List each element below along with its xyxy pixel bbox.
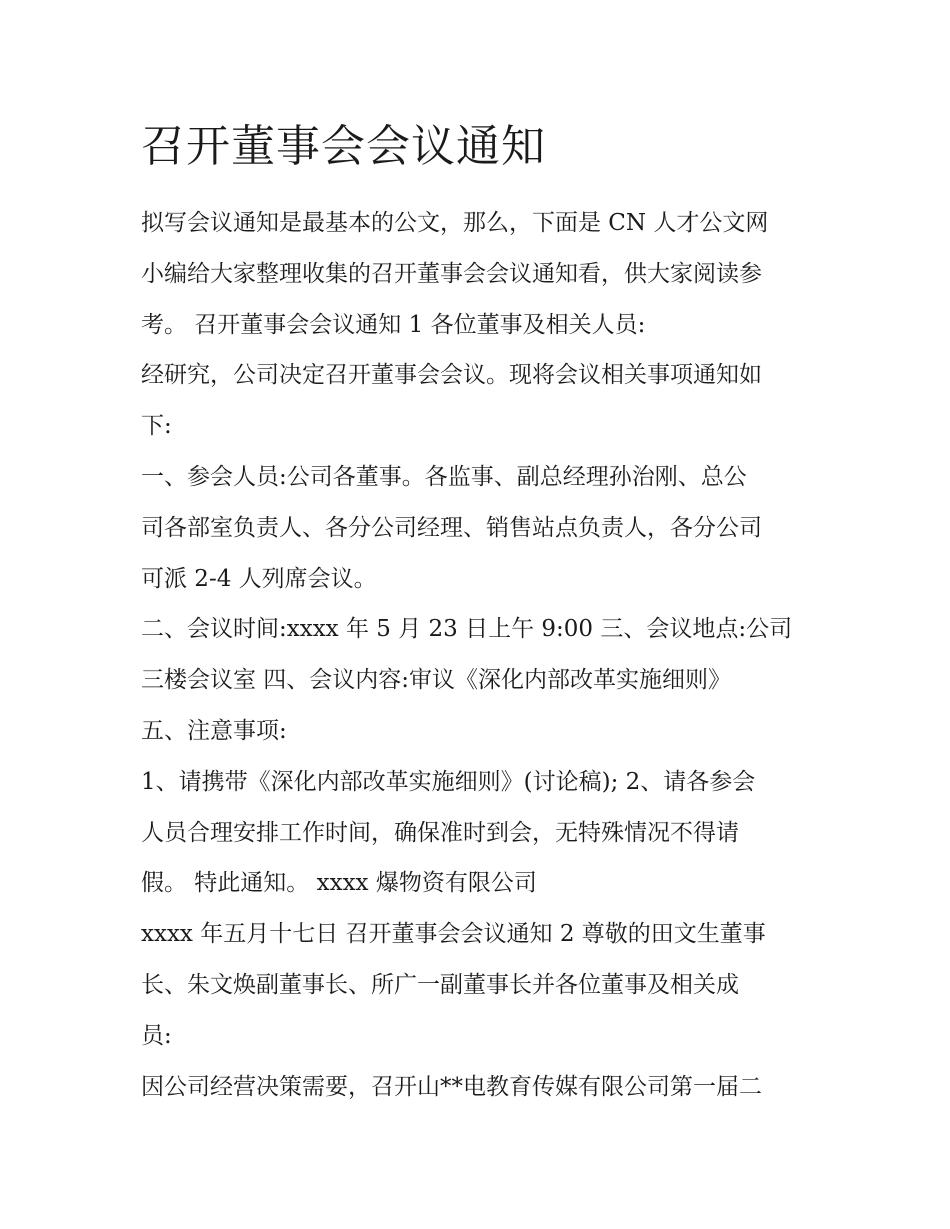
body-line: 五、注意事项: — [141, 717, 287, 744]
body-line: 员: — [141, 1022, 172, 1049]
body-line: 因公司经营决策需要，召开山**电教育传媒有限公司第一届二 — [141, 1073, 762, 1100]
document-title: 召开董事会会议通知 — [141, 121, 546, 172]
body-line: 二、会议时间:xxxx 年 5 月 23 日上午 9:00 三、会议地点:公司 — [141, 616, 793, 643]
body-line: 拟写会议通知是最基本的公文，那么，下面是 CN 人才公文网 — [141, 210, 769, 236]
body-line: 1、请携带《深化内部改革实施细则》(讨论稿); 2、请各参会 — [141, 768, 756, 795]
body-line: 假。 特此通知。 xxxx 爆物资有限公司 — [141, 870, 537, 897]
body-line: 长、朱文焕副董事长、所广一副董事长并各位董事及相关成 — [141, 971, 739, 998]
body-line: 司各部室负责人、各分公司经理、销售站点负责人，各分公司 — [141, 514, 762, 541]
body-line: 小编给大家整理收集的召开董事会会议通知看，供大家阅读参 — [141, 260, 762, 287]
body-line: 一、参会人员:公司各董事。各监事、副总经理孙治刚、总公 — [141, 463, 747, 490]
body-line: 人员合理安排工作时间，确保准时到会，无特殊情况不得请 — [141, 819, 739, 846]
body-line: 经研究，公司决定召开董事会会议。现将会议相关事项通知如 — [141, 362, 762, 389]
body-line: 三楼会议室 四、会议内容:审议《深化内部改革实施细则》 — [141, 667, 732, 694]
body-line: 可派 2-4 人列席会议。 — [141, 565, 377, 592]
document-body — [141, 198, 821, 1112]
body-line: xxxx 年五月十七日 召开董事会会议通知 2 尊敬的田文生董事 — [141, 921, 766, 948]
body-line: 考。 召开董事会会议通知 1 各位董事及相关人员: — [141, 311, 646, 338]
body-line: 下: — [141, 413, 172, 440]
